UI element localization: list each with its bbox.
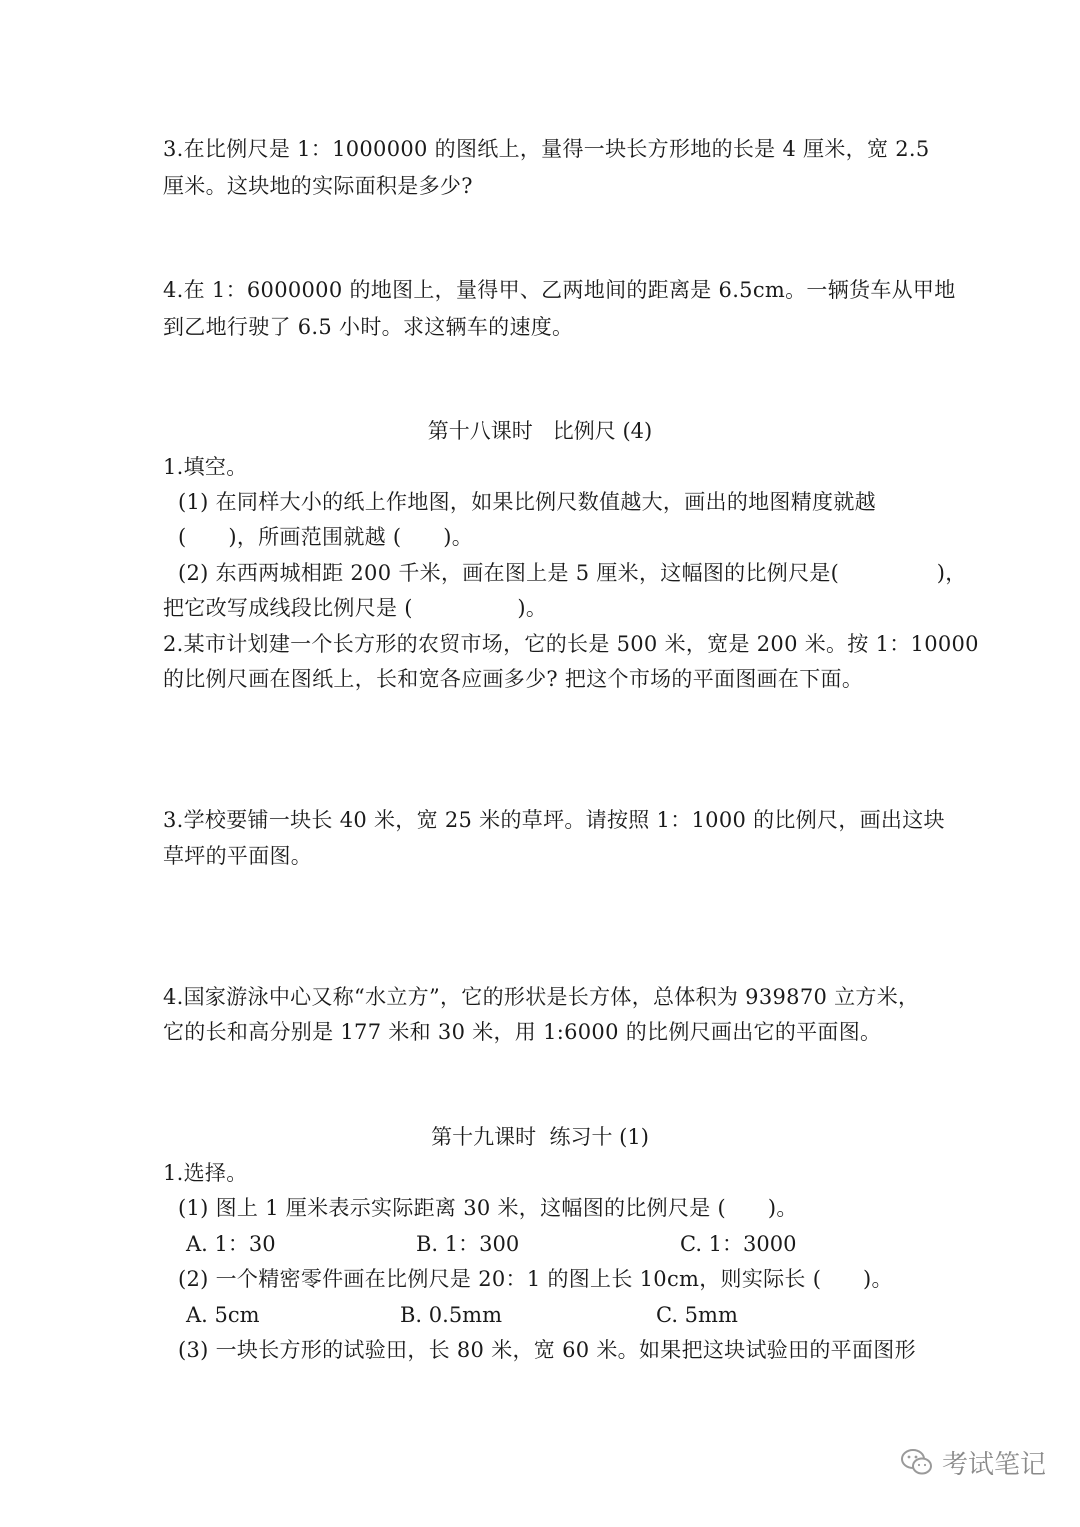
watermark (900, 1442, 1046, 1482)
s18-q1-sub1-line1: (1) 在同样大小的纸上作地图，如果比例尺数值越大，画出的地图精度就越 (178, 490, 876, 514)
s18-q1-sub2-line2: 把它改写成线段比例尺是 ( )。 (163, 596, 548, 620)
s17-q4-line2: 到乙地行驶了 6.5 小时。求这辆车的速度。 (163, 315, 574, 339)
s18-q3-line2: 草坪的平面图。 (163, 844, 313, 868)
s17-q3-line1: 3.在比例尺是 1：1000000 的图纸上，量得一块长方形地的长是 4 厘米，宽 2.5 (163, 137, 930, 161)
section-19-title: 第十九课时 练习十 (1) (431, 1125, 649, 1149)
s19-q1-sub1: (1) 图上 1 厘米表示实际距离 30 米，这幅图的比例尺是 ( )。 (178, 1196, 798, 1220)
s19-q1-sub2: (2) 一个精密零件画在比例尺是 20：1 的图上长 10cm，则实际长 ( )。 (178, 1267, 893, 1291)
s18-q1-label: 1.填空。 (163, 455, 248, 479)
option-c: C. 5mm (656, 1303, 738, 1327)
s19-q1-sub3: (3) 一块长方形的试验田，长 80 米，宽 60 米。如果把这块试验田的平面图形 (178, 1338, 916, 1362)
option-b: B. 1：300 (416, 1232, 520, 1256)
option-a: A. 1：30 (186, 1232, 276, 1256)
s18-q4-line2: 它的长和高分别是 177 米和 30 米，用 1:6000 的比例尺画出它的平面图。 (163, 1020, 882, 1044)
s19-q1-label: 1.选择。 (163, 1161, 248, 1185)
wechat-icon (900, 1447, 934, 1477)
s18-q4-line1: 4.国家游泳中心又称“水立方”，它的形状是长方体，总体积为 939870 立方米， (163, 985, 920, 1009)
s17-q4-line1: 4.在 1：6000000 的地图上，量得甲、乙两地间的距离是 6.5cm。一辆货车从甲地 (163, 278, 956, 302)
s18-q2-line2: 的比例尺画在图纸上，长和宽各应画多少? 把这个市场的平面图画在下面。 (163, 667, 864, 691)
section-18-title: 第十八课时 比例尺 (4) (427, 419, 653, 443)
s18-q2-line1: 2.某市计划建一个长方形的农贸市场，它的长是 500 米，宽是 200 米。按 1：10000 (163, 632, 979, 656)
option-b: B. 0.5mm (400, 1303, 503, 1327)
s17-q3-line2: 厘米。这块地的实际面积是多少? (163, 174, 473, 198)
option-c: C. 1：3000 (680, 1232, 797, 1256)
s18-q1-sub2-line1: (2) 东西两城相距 200 千米，画在图上是 5 厘米，这幅图的比例尺是( )， (178, 561, 967, 585)
option-a: A. 5cm (186, 1303, 260, 1327)
s18-q3-line1: 3.学校要铺一块长 40 米，宽 25 米的草坪。请按照 1：1000 的比例尺，画出这块 (163, 808, 945, 832)
watermark-text: 考试笔记 (942, 1449, 1047, 1480)
s18-q1-sub1-line2: ( )，所画范围就越 ( )。 (178, 525, 474, 549)
